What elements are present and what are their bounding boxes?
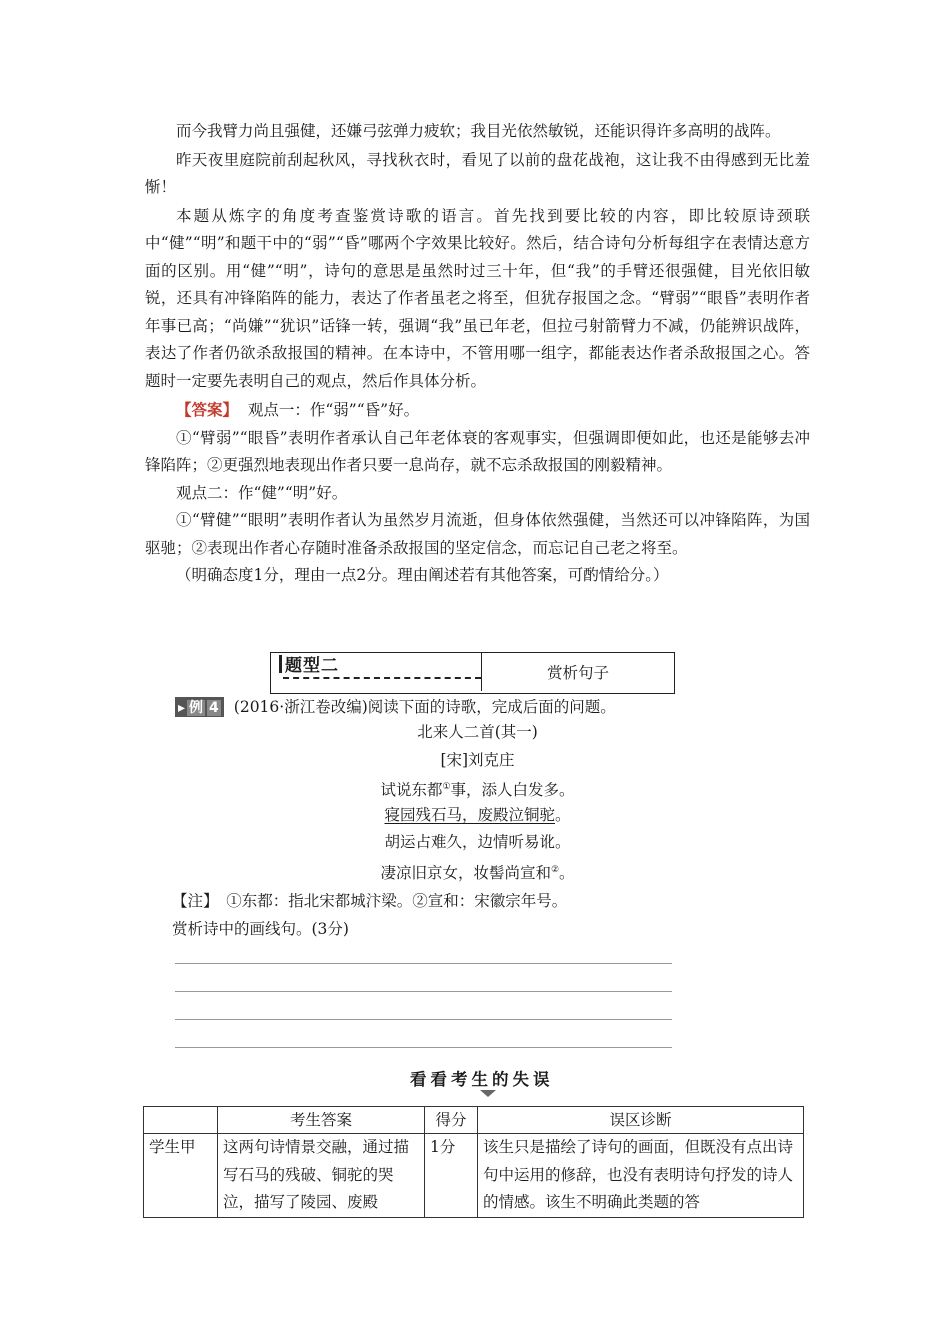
section-title: 赏析句子 — [547, 664, 610, 682]
example-number: 4 — [209, 700, 219, 716]
section-label: 题型二 — [285, 651, 339, 676]
paragraph: 本题从炼字的角度考查鉴赏诗歌的语言。首先找到要比较的内容，即比较原诗颈联中“健”“明”和题干中的“弱”“昏”哪两个字效果比较好。然后，结合诗句分析每组字在表情达意方面的区别。用“健”“明”，诗句的意思是虽然时过三十年，但“我”的手臂还很强健，目光依旧敏锐，还具有冲锋陷阵的能力，表达了作者虽老之将至，但犹存报国之念。“臂弱”“眼昏”表明作者年事已高；“尚嫌”“犹识”话锋一转，强调“我”虽已年老，但拉弓射箭臂力不减，仍能辨识战阵，表达了作者仍欲杀敌报国的精神。在本诗中，不管用哪一组字，都能表达作者杀敌报国之心。答题时一定要先表明自己的观点，然后作具体分析。 — [145, 206, 810, 390]
answer-blank-line[interactable] — [175, 1019, 672, 1020]
question-text: 赏析诗中的画线句。(3分) — [172, 919, 349, 938]
answer-tag: 【答案】 — [176, 400, 239, 419]
paragraph: 昨天夜里庭院前刮起秋风，寻找秋衣时，看见了以前的盘花战袍，这让我不由得感到无比羞惭！ — [145, 150, 810, 196]
student-cell: 学生甲 — [144, 1134, 218, 1218]
paragraph: 而今我臂力尚且强健，还嫌弓弦弹力疲软；我目光依然敏锐，还能识得许多高明的战阵。 — [176, 122, 781, 140]
view2-title: 观点二：作“健”“明”好。 — [176, 483, 348, 502]
note — [172, 888, 567, 943]
poem-line: 胡运占难久，边情听易讹。 — [384, 833, 571, 851]
answer-line — [145, 396, 810, 425]
answer-blank-line[interactable] — [175, 991, 672, 992]
score-cell: 1分 — [425, 1134, 478, 1218]
section-heading — [270, 652, 675, 694]
poem-line: 凄凉旧京女，妆髻尚宣和②。 — [380, 863, 575, 882]
table-row — [144, 1134, 804, 1218]
answer-blank-line[interactable] — [175, 1047, 672, 1048]
poem-line-underlined: 寝园残石马，废殿泣铜驼。 — [384, 805, 571, 824]
poem — [145, 719, 810, 884]
body-text — [145, 118, 810, 590]
poem-author: [宋]刘克庄 — [440, 750, 515, 769]
answer-cell: 这两句诗情景交融，通过描写石马的残破、铜驼的哭泣，描写了陵园、废殿 — [218, 1134, 425, 1218]
example-badge: ▸ 例 4 — [175, 697, 224, 717]
view1-body: ①“臂弱”“眼昏”表明作者承认自己年老体衰的客观事实，但强调即便如此，也还是能够去冲锋陷阵；②更强烈地表现出作者只要一息尚存，就不忘杀敌报国的刚毅精神。 — [145, 428, 810, 474]
mistakes-heading: 看看考生的失误 — [410, 1066, 554, 1090]
triangle-down-icon — [480, 1090, 496, 1097]
poem-line: 试说东都①事，添人白发多。 — [380, 781, 575, 800]
answer-blank-line[interactable] — [175, 963, 672, 964]
mistakes-table — [143, 1106, 804, 1218]
view2-body: ①“臂健”“眼明”表明作者认为虽然岁月流逝，但身体依然强健，当然还可以冲锋陷阵，为国驱驰；②表现出作者心存随时准备杀敌报国的坚定信念，而忘记自己老之将至。 — [145, 511, 810, 557]
view1-title: 观点一：作“弱”“昏”好。 — [247, 401, 420, 419]
example-line — [175, 695, 616, 717]
note-text: 【注】 ①东都：指北宋都城汴梁。②宣和：宋徽宗年号。 — [172, 892, 568, 910]
poem-title: 北来人二首(其一) — [417, 723, 538, 741]
table-header-row: 考生答案 得分 误区诊断 — [144, 1107, 804, 1134]
example-text: (2016·浙江卷改编)阅读下面的诗歌，完成后面的问题。 — [233, 698, 616, 716]
grading-note: （明确态度1分，理由一点2分。理由阐述若有其他答案，可酌情给分。） — [176, 566, 669, 584]
diagnosis-cell: 该生只是描绘了诗句的画面，但既没有点出诗句中运用的修辞，也没有表明诗句抒发的诗人的情感。该生不明确此类题的答 — [478, 1134, 804, 1218]
